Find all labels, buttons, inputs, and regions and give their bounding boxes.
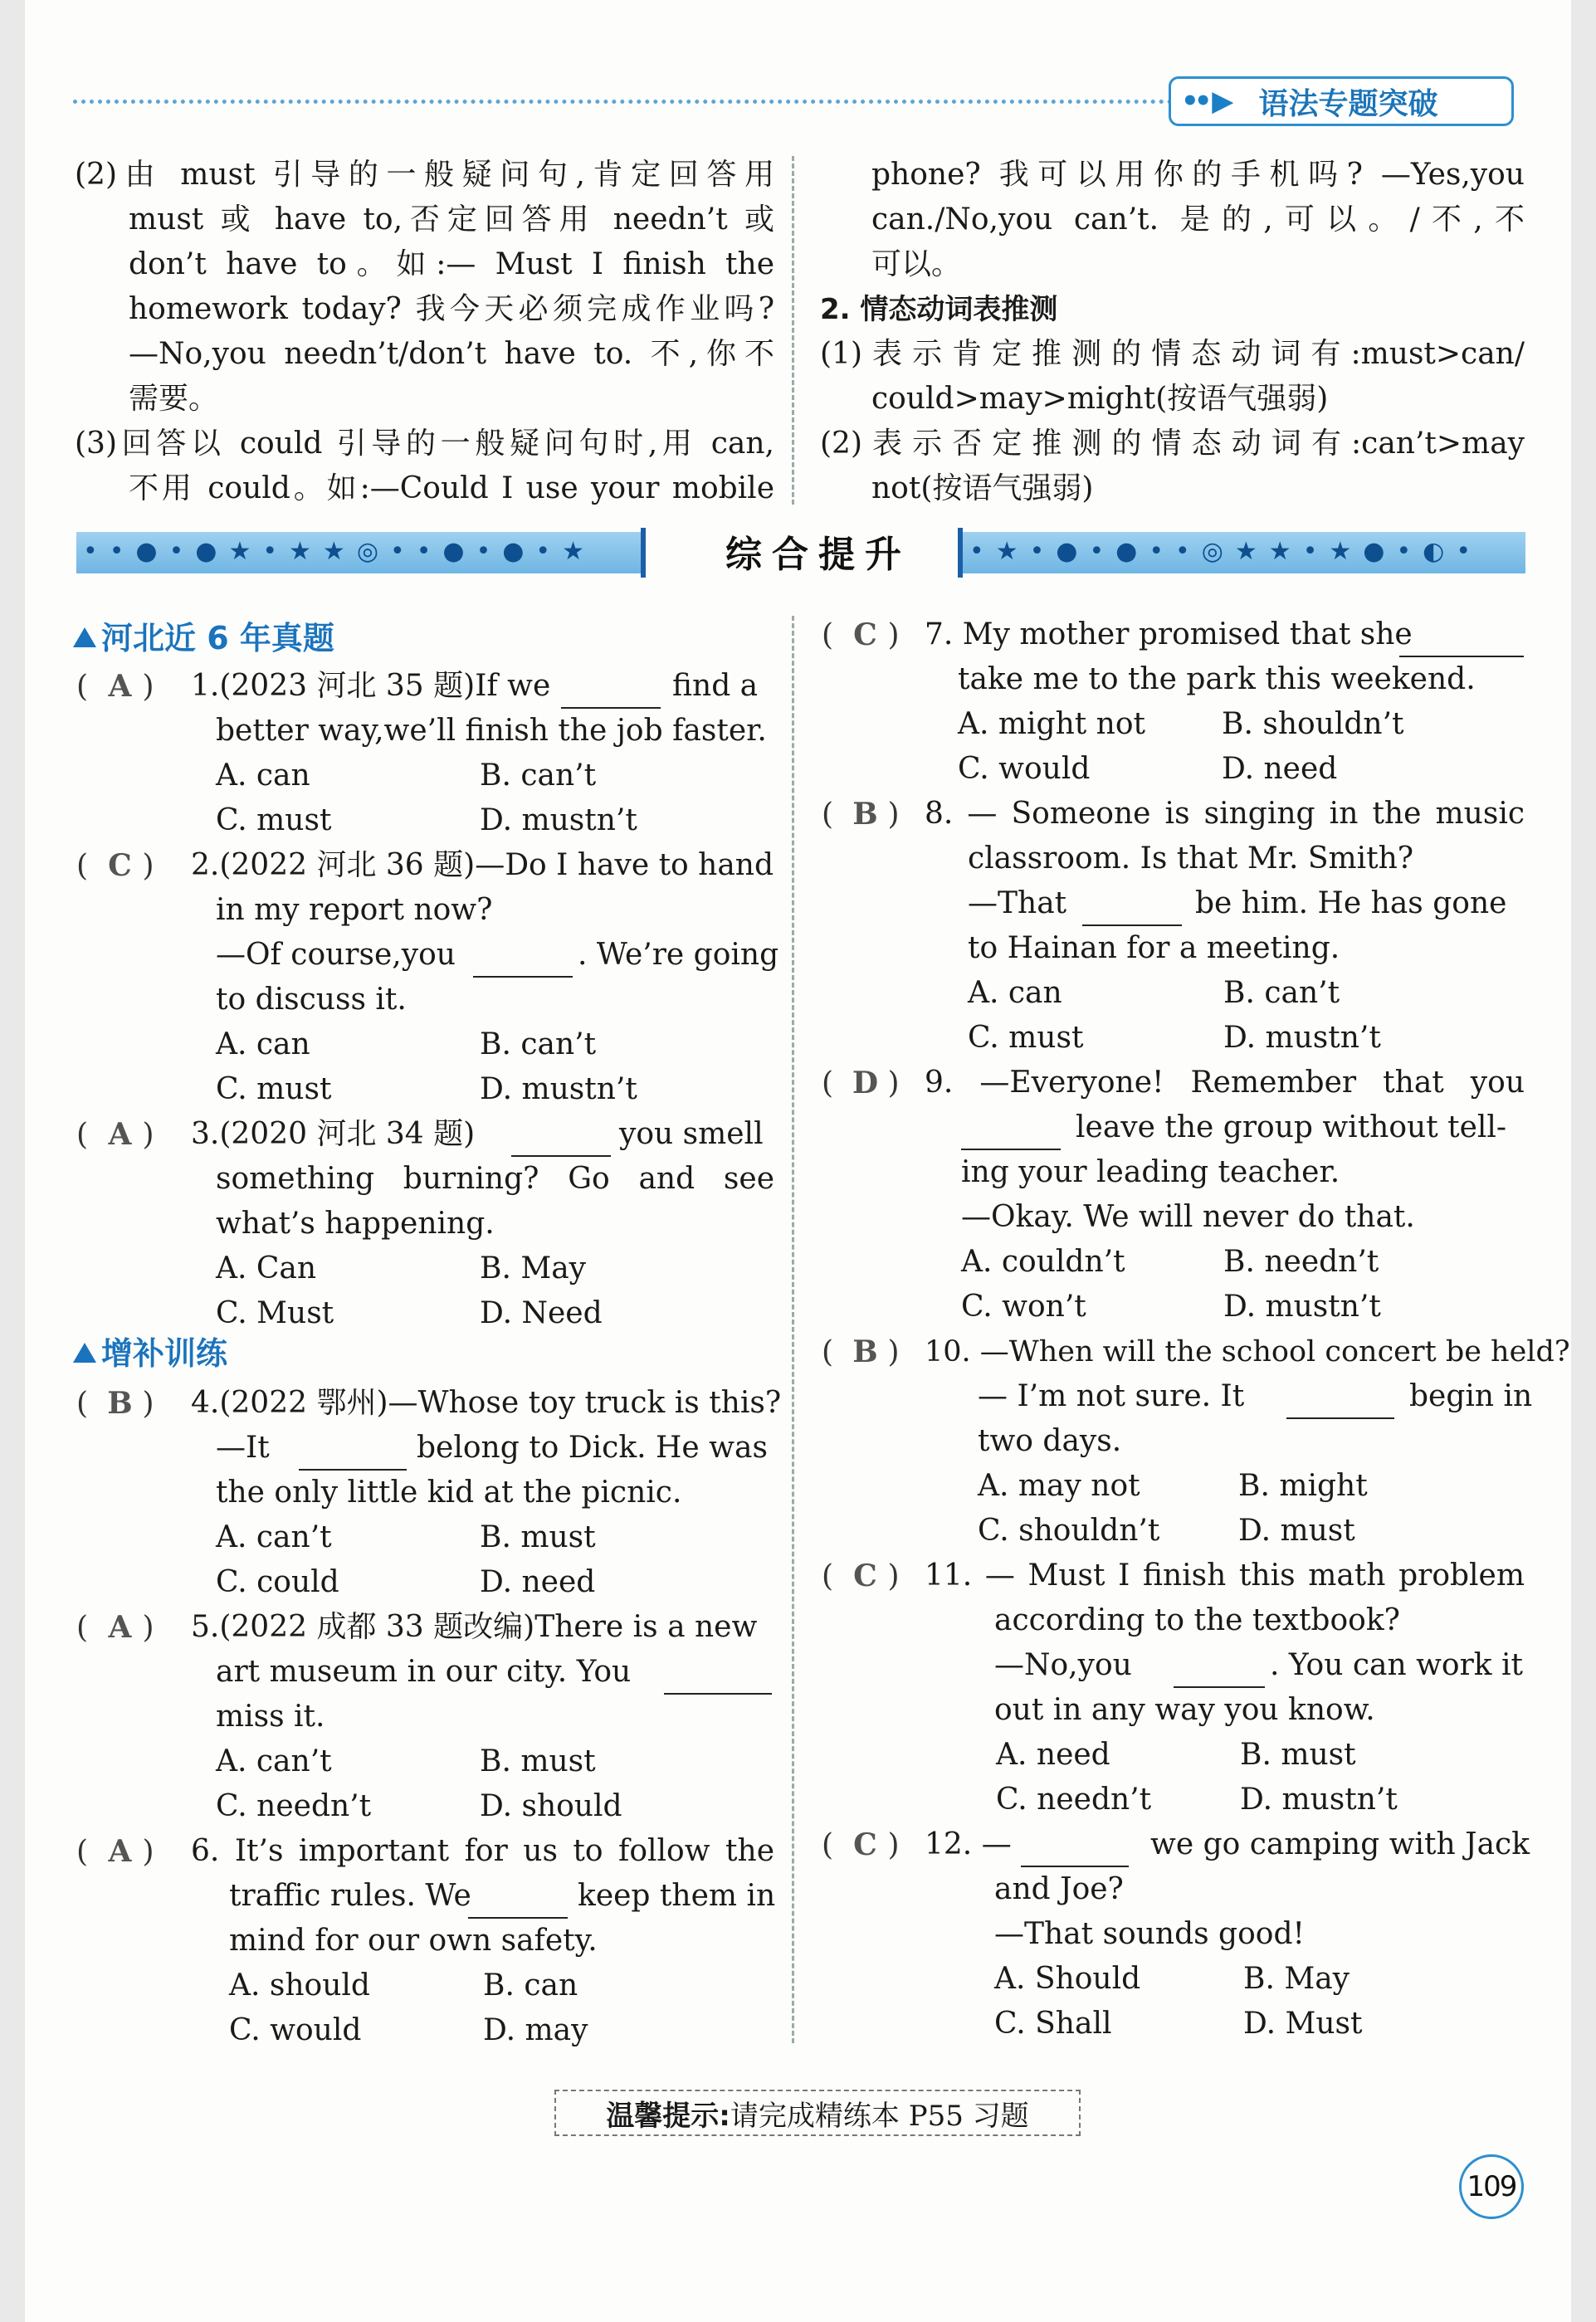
question-text: be him. He has gone [1195,886,1507,920]
option-d: D. Need [480,1296,603,1330]
option-b: B. can’t [480,1027,597,1061]
answer-blank [1174,1661,1265,1688]
answer-bracket: ( A ) [76,664,154,710]
option-b: B. May [1243,1962,1350,1996]
question-text: 5.(2022 成都 33 题改编)There is a new [191,1610,758,1644]
question-text: according to the textbook? [994,1603,1400,1637]
answer-bracket: ( B ) [822,1329,900,1375]
answer-blank [561,682,661,709]
question-text: miss it. [216,1700,325,1734]
question-text: traffic rules. We [229,1879,471,1913]
option-d: D. need [480,1565,596,1599]
option-a: A. can’t [216,1520,332,1554]
answer-letter: A [108,1117,132,1152]
question-text: out in any way you know. [994,1693,1375,1727]
question-text: 4.(2022 鄂州)—Whose toy truck is this? [191,1386,782,1420]
question-text: we go camping with Jack [1150,1827,1530,1861]
option-c: C. needn’t [216,1789,372,1823]
question-text: what’s happening. [216,1207,495,1241]
option-a: A. can’t [216,1744,332,1778]
answer-bracket: ( A ) [76,1605,154,1651]
answer-letter: B [852,797,878,832]
question-text: keep them in [578,1879,776,1913]
option-b: B. can’t [480,759,597,793]
option-c: C. could [216,1565,339,1599]
option-b: B. can’t [1223,976,1340,1010]
answer-bracket: ( B ) [822,792,900,837]
section-tag [1169,76,1514,126]
tip-box [554,2090,1081,2136]
option-a: A. need [996,1738,1110,1772]
option-c: C. must [968,1021,1084,1055]
subheading: 2. 情态动词表推测 [820,293,1058,326]
tip-text: 请完成精练本 P55 习题 [730,2099,1029,2133]
answer-blank [1021,1841,1129,1867]
answer-bracket: ( A ) [76,1829,154,1875]
question-text: art museum in our city. You [216,1655,632,1689]
text-line: (3)回答以 could 引导的一般疑问句时,用 can, [75,427,774,461]
text-line: not(按语气强弱) [871,471,1094,505]
option-c: C. must [216,1072,332,1106]
page [25,0,1571,2322]
question-text: to Hainan for a meeting. [968,931,1340,965]
text-line: (1)表示肯定推测的情态动词有:must>can/ [820,337,1525,371]
section-heading-text: 增补训练 [101,1335,228,1372]
question-text: . We’re going [578,938,779,972]
text-line: homework today? 我今天必须完成作业吗? [129,292,774,326]
text-line: 需要。 [129,382,219,416]
text-line: don’t have to。如:— Must I finish the [129,247,774,281]
answer-bracket: ( C ) [822,1554,900,1599]
page-number: 109 [1459,2154,1524,2219]
question-text: the only little kid at the picnic. [216,1476,682,1510]
option-b: B. can [483,1968,578,2002]
header-dotted-rule [73,100,1189,104]
text-line: 可以。 [871,247,962,281]
answer-blank [1082,900,1182,926]
answer-bracket: ( B ) [76,1381,154,1427]
answer-blank [473,951,573,978]
question-text: classroom. Is that Mr. Smith? [968,841,1414,876]
decorative-dots: •★•●•●••◎★★•★●•◐• [969,537,1483,566]
question-text: mind for our own safety. [229,1924,598,1958]
answer-letter: C [853,617,877,652]
text-line: can./No,you can’t. 是的,可以。/不,不 [871,202,1525,237]
answer-bracket: ( C ) [76,843,154,889]
triangle-icon [73,627,96,647]
option-a: A. Should [994,1962,1141,1996]
question-text: take me to the park this weekend. [958,662,1476,696]
option-a: A. couldn’t [961,1245,1125,1279]
option-b: B. might [1238,1469,1368,1503]
question-text: to discuss it. [216,983,407,1017]
answer-blank [299,1444,407,1471]
section-tag-title: 语法专题突破 [1258,86,1438,121]
option-d: D. mustn’t [480,1072,637,1106]
banner-right-band [963,532,1525,573]
answer-letter: C [853,1559,877,1593]
banner-title: 综合提升 [725,534,911,576]
answer-letter: B [107,1386,133,1421]
option-a: A. can [216,759,310,793]
option-c: C. shouldn’t [978,1514,1160,1548]
answer-letter: C [108,848,132,883]
question-text: belong to Dick. He was [417,1431,768,1465]
option-b: B. must [1240,1738,1356,1772]
question-text: in my report now? [216,893,493,927]
answer-letter: A [108,1834,132,1869]
answer-blank [961,1124,1061,1150]
tip-label: 温馨提示: [606,2099,730,2133]
option-d: D. mustn’t [1223,1021,1381,1055]
text-line: could>may>might(按语气强弱) [871,382,1329,416]
answer-letter: D [852,1066,879,1100]
question-text: you smell [619,1117,764,1151]
text-line: (2)由 must 引导的一般疑问句,肯定回答用 [75,158,774,192]
option-b: B. needn’t [1223,1245,1379,1279]
question-text: 10. —When will the school concert be held? [925,1335,1570,1368]
question-text: 3.(2020 河北 34 题) [191,1117,476,1151]
question-text: —Okay. We will never do that. [961,1200,1415,1234]
question-text: 1.(2023 河北 35 题)If we [191,669,551,703]
answer-letter: A [108,1610,132,1645]
answer-blank [511,1130,611,1157]
option-c: C. would [958,752,1091,786]
option-d: D. need [1222,752,1338,786]
answer-bracket: ( C ) [822,612,900,658]
question-text: . You can work it [1270,1648,1524,1682]
option-a: A. might not [958,707,1146,741]
option-d: D. must [1238,1514,1355,1548]
question-text: something burning? Go and see [216,1162,774,1196]
text-line: 不用 could。如:—Could I use your mobile [129,471,774,505]
section-heading-extra [73,1328,227,1373]
question-text: —No,you [994,1648,1132,1682]
question-text: —It [216,1431,270,1465]
option-b: B. May [480,1251,587,1285]
option-d: D. mustn’t [1240,1783,1398,1817]
option-a: A. can [968,976,1062,1010]
option-c: C. Shall [994,2007,1112,2041]
question-text: two days. [978,1424,1122,1458]
decorative-dots: ••●•●★•★★◎••●•●•★ [83,537,597,566]
answer-blank [664,1668,772,1695]
column-divider [792,616,794,2043]
option-c: C. would [229,2013,362,2047]
option-c: C. Must [216,1296,334,1330]
question-text: and Joe? [994,1872,1124,1906]
answer-bracket: ( C ) [822,1822,900,1868]
question-text: 11. — Must I finish this math problem [925,1559,1525,1593]
option-d: D. mustn’t [480,803,637,837]
question-text: 6. It’s important for us to follow the [191,1834,774,1868]
text-line: must 或 have to,否定回答用 needn’t 或 [129,202,774,237]
option-d: D. should [480,1789,622,1823]
answer-blank [1399,631,1524,657]
section-heading-text: 河北近 6 年真题 [101,620,334,656]
option-b: B. shouldn’t [1222,707,1404,741]
option-d: D. mustn’t [1223,1290,1381,1324]
column-divider [792,156,794,505]
option-c: C. won’t [961,1290,1086,1324]
question-text: 9. —Everyone! Remember that you [925,1066,1525,1100]
question-text: —Of course,you [216,938,456,972]
question-text: —That sounds good! [994,1917,1305,1951]
banner-left-band [76,532,646,573]
answer-blank [1286,1393,1394,1419]
option-c: C. must [216,803,332,837]
question-text: leave the group without tell- [1076,1110,1507,1144]
question-text: find a [672,669,759,703]
question-text: —That [968,886,1067,920]
option-a: A. should [229,1968,370,2002]
triangle-icon [73,1343,96,1363]
option-d: D. may [483,2013,588,2047]
question-text: 8. — Someone is singing in the music [925,797,1525,831]
banner-bar [641,528,646,578]
answer-bracket: ( A ) [76,1112,154,1158]
option-a: A. can [216,1027,310,1061]
option-b: B. must [480,1744,596,1778]
option-a: A. Can [216,1251,317,1285]
option-a: A. may not [978,1469,1140,1503]
text-line: —No,you needn’t/don’t have to. 不,你不 [129,337,774,371]
option-d: D. Must [1243,2007,1363,2041]
answer-bracket: ( D ) [822,1061,900,1106]
option-b: B. must [480,1520,596,1554]
question-text: 2.(2022 河北 36 题)—Do I have to hand [191,848,774,882]
answer-letter: A [108,669,132,704]
question-text: 7. My mother promised that she [925,617,1413,651]
option-c: C. needn’t [996,1783,1152,1817]
question-text: — I’m not sure. It [978,1379,1245,1413]
question-text: ing your leading teacher. [961,1155,1340,1189]
text-line: phone? 我可以用你的手机吗? —Yes,you [871,158,1525,192]
section-heading-hebei [73,612,334,658]
question-text: begin in [1409,1379,1533,1413]
answer-blank [468,1892,568,1919]
text-line: (2)表示否定推测的情态动词有:can’t>may [820,427,1525,461]
question-text: 12. — [925,1827,1012,1861]
answer-letter: B [852,1334,878,1369]
arrow-icon: •• ▶ [1181,85,1229,118]
answer-letter: C [853,1827,877,1862]
question-text: better way,we’ll finish the job faster. [216,714,767,748]
